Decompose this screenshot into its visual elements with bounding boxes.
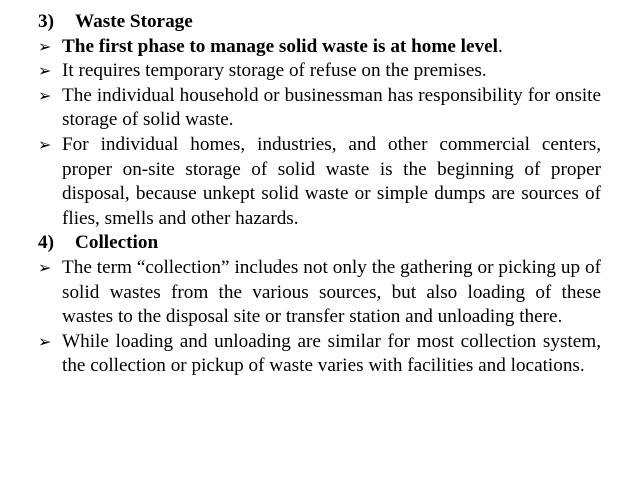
arrow-bullet-icon: ➢ [38, 36, 52, 56]
bullet-item [38, 84, 601, 133]
bullet-text: The individual household or businessman has responsibility for onsite storage of solid waste. [62, 84, 601, 131]
bullet-rest-text: . [497, 35, 503, 57]
bullet-text [62, 35, 601, 60]
bullet-item [38, 256, 601, 330]
arrow-bullet-icon: ➢ [38, 257, 52, 277]
section-title: Waste Storage [75, 11, 193, 32]
arrow-bullet-icon: ➢ [38, 61, 52, 81]
section-heading-collection [38, 231, 601, 256]
section-heading-waste-storage [38, 10, 601, 35]
bullet-item [38, 330, 601, 379]
bullet-item [38, 133, 601, 231]
section-title: Collection [75, 232, 159, 254]
arrow-bullet-icon: ➢ [38, 331, 52, 351]
section-number: 4) [38, 232, 54, 254]
arrow-bullet-icon: ➢ [38, 134, 52, 154]
bullet-text: The term “collection” includes not only the gathering or picking up of solid wastes from the various sources, but also loading of these wastes to the disposal site or transfer station and unloading there. [62, 256, 601, 328]
bullet-text: For individual homes, industries, and other commercial centers, proper on-site storage of solid waste is the beginning of proper disposal, because unkept solid waste or simple dumps are sources of flies, smells and other hazards. [62, 133, 601, 229]
slide-content [38, 10, 601, 379]
bullet-text: It requires temporary storage of refuse on the premises. [62, 60, 487, 82]
bullet-text: While loading and unloading are similar for most collection system, the collection or pickup of waste varies with facilities and locations. [62, 330, 601, 377]
bullet-item [38, 59, 601, 84]
bullet-item [38, 35, 601, 60]
bullet-bold-text: The first phase to manage solid waste is at home level [62, 35, 498, 57]
arrow-bullet-icon: ➢ [38, 85, 52, 105]
section-number: 3) [38, 11, 54, 32]
